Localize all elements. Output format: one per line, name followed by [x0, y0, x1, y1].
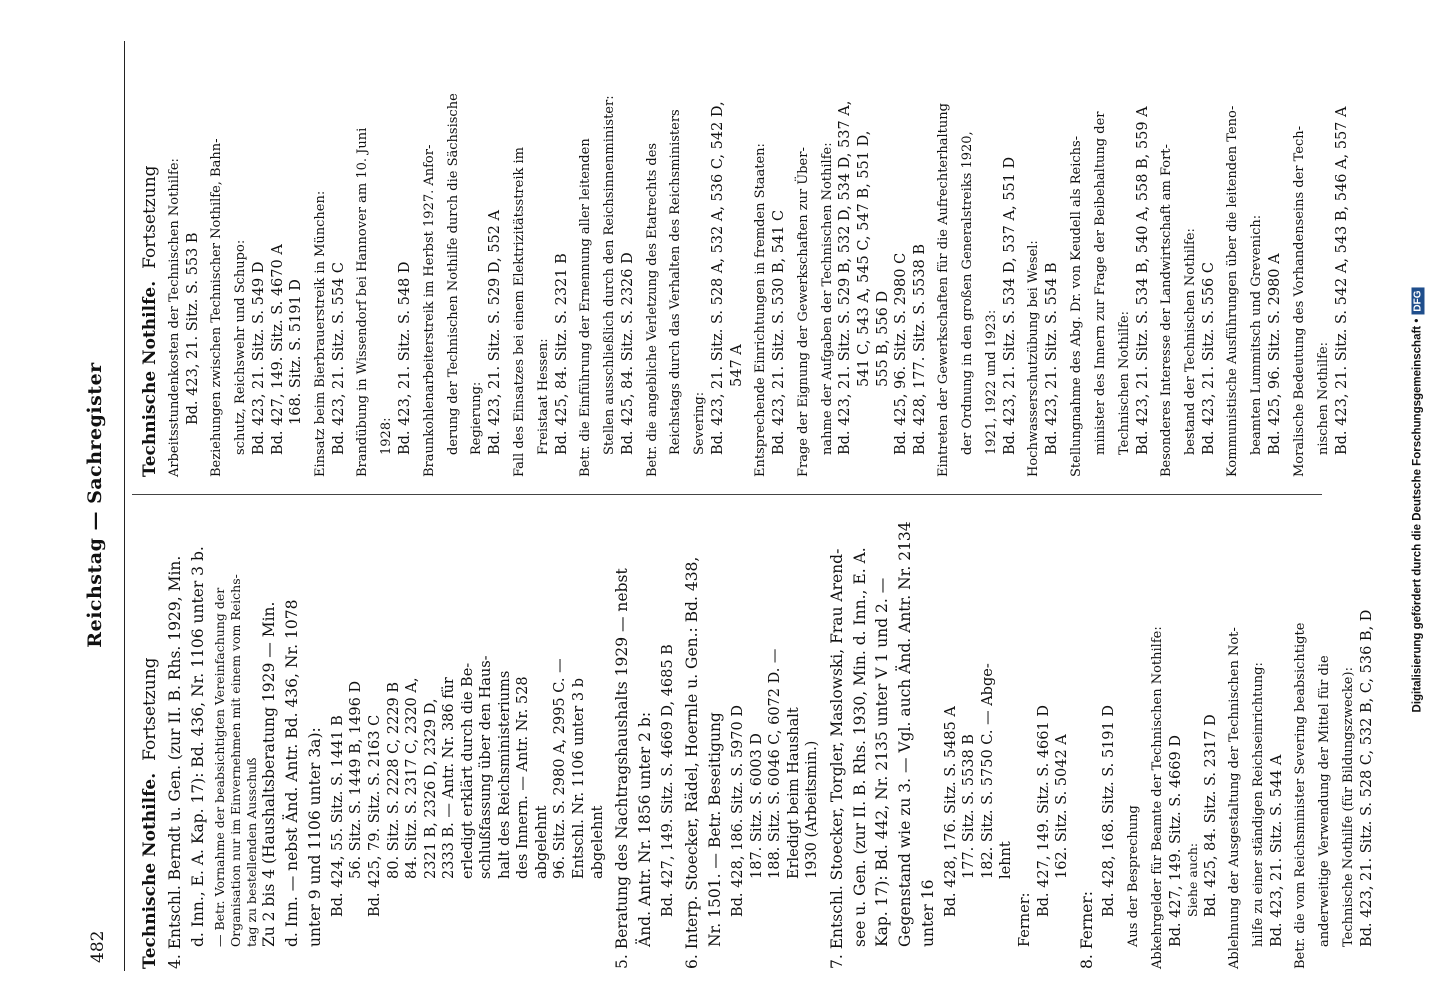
- index-line: Moralische Bedeutung des Vorhandenseins der Tech-: [1291, 125, 1307, 477]
- index-line: Ablehnung der Ausgestaltung der Technischen Not-: [1227, 627, 1243, 969]
- index-line: Kommunistische Ausführungen über die leitenden Teno-: [1225, 105, 1241, 477]
- index-line: unter 9 und 1106 unter 3a):: [306, 727, 325, 947]
- index-line: unter 16: [919, 879, 937, 947]
- index-line: Freistaat Hessen:: [535, 338, 551, 455]
- index-line: Bd. 423, 21. Sitz. S. 544 A: [1268, 754, 1285, 947]
- index-line: Bd. 423, 21. Sitz. S. 554 C: [330, 262, 347, 455]
- left-section-continued: Fortsetzung: [140, 657, 160, 761]
- index-line: Bd. 423, 21. Sitz. S. 553 B: [184, 232, 201, 425]
- column-divider: [132, 494, 1322, 495]
- index-line: Aus der Besprechung: [1126, 805, 1142, 947]
- index-line: 187. Sitz. S. 6003 D: [748, 733, 765, 879]
- index-line: anderweitige Verwendung der Mittel für die: [1317, 655, 1333, 947]
- index-line: Zu 2 bis 4 (Haushaltsberatung 1929 — Min.: [260, 601, 279, 947]
- index-line: bestand der Technischen Nothilfe:: [1182, 228, 1198, 455]
- index-line: Bd. 423, 21. Sitz. S. 556 C: [1200, 262, 1217, 455]
- header-rule: [124, 41, 125, 971]
- index-line: 177. Sitz. S. 5538 B: [961, 734, 978, 879]
- index-line: beamten Lummitsch und Grevenich:: [1249, 214, 1265, 455]
- index-line: Reichstags durch das Verhalten des Reichsministers: [668, 109, 684, 455]
- index-line: Entsprechende Einrichtungen in fremden Staaten:: [753, 143, 769, 477]
- index-line: Bd. 423, 21. Sitz. S. 548 D: [397, 261, 414, 455]
- index-line: 56. Sitz. S. 1449 B, 1496 D: [348, 680, 365, 879]
- index-line: Einsatz beim Bierbrauerstreik in München:: [312, 190, 328, 477]
- index-line: lehnt: [998, 841, 1015, 879]
- index-line: Bd. 427, 149. Sitz. S. 4661 D: [1035, 705, 1052, 917]
- index-line: hilfe zu einer ständigen Reichseinrichtung:: [1251, 662, 1267, 947]
- right-section-heading: [140, 37, 160, 477]
- left-section-heading: [140, 509, 160, 969]
- rotated-page: [40, 25, 1376, 985]
- index-line: 96. Sitz. S. 2980 A, 2995 C. —: [552, 658, 569, 879]
- index-line: 4. Entschl. Berndt u. Gen. (zur II. B. Rhs. 1929, Min.: [166, 555, 184, 969]
- index-line: 5. Beratung des Nachtragshaushalts 1929 — nebst: [613, 568, 632, 969]
- index-line: schutz, Reichswehr und Schupo:: [233, 239, 249, 455]
- index-line: Beziehungen zwischen Technischer Nothilfe, Bahn-: [209, 138, 225, 477]
- index-line: 80. Sitz. S. 2228 C, 2229 B: [385, 681, 402, 879]
- index-line: Ferner:: [1017, 892, 1034, 947]
- index-line: Bd. 424, 55. Sitz. S. 1441 B: [329, 715, 346, 917]
- right-section-continued: Fortsetzung: [140, 165, 160, 269]
- index-line: Betr. die vom Reichsminister Severing beabsichtigte: [1293, 622, 1309, 969]
- index-line: 2333 B. — Antr. Nr. 386 für: [441, 677, 458, 879]
- index-line: 162. Sitz. S. 5042 A: [1054, 734, 1071, 879]
- index-line: 6. Interp. Stoecker, Rädel, Hoernle u. Gen.: Bd. 438,: [683, 556, 702, 969]
- digitization-credit: [1412, 288, 1425, 713]
- index-line: Organisation nur im Einvernehmen mit einem vom Reichs-: [227, 574, 243, 947]
- index-line: 168. Sitz. S. 5191 D: [288, 279, 305, 425]
- index-line: Stellungnahme des Abg. Dr. von Keudell als Reichs-: [1068, 135, 1084, 477]
- index-line: 541 C, 543 A, 545 C, 547 B, 551 D,: [856, 130, 873, 387]
- index-line: 182. Sitz. S. 5750 C. — Abge-: [979, 663, 996, 879]
- index-line: Frage der Eignung der Gewerkschaften zur Über-: [795, 147, 811, 477]
- index-line: abgelehnt: [533, 805, 550, 879]
- left-entries: [166, 509, 1377, 969]
- index-line: Betr. die angebliche Verletzung des Etatrechts des: [644, 142, 660, 477]
- index-line: Bd. 428, 176. Sitz. S. 5485 A: [942, 706, 959, 917]
- index-line: Abkehrgelder für Beamte der Technischen Nothilfe:: [1149, 626, 1165, 969]
- right-entries: [167, 37, 1351, 477]
- index-line: Bd. 423, 21. Sitz. S. 554 B: [1044, 262, 1061, 455]
- index-line: nahme der Aufgaben der Technischen Nothilfe:: [819, 142, 835, 455]
- credit-text: Digitalisierung gefördert durch die Deutsche Forschungsgemeinschaft •: [1411, 318, 1424, 713]
- index-line: 547 A: [728, 344, 745, 387]
- right-column: [140, 37, 1351, 477]
- index-line: Kap. 17): Bd. 442, Nr. 2135 unter V 1 und 2. —: [873, 577, 892, 947]
- index-line: Hochwasserschutzübung bei Wesel:: [1026, 240, 1042, 477]
- index-line: Bd. 423, 21. Sitz. S. 528 A, 532 A, 536 C, 542 D,: [710, 101, 727, 455]
- index-line: Bd. 425, 96. Sitz. S. 2980 A: [1267, 253, 1284, 455]
- index-line: Bd. 427, 149. Sitz. S. 4669 D, 4685 B: [659, 644, 676, 917]
- index-line: 1930 (Arbeitsmin.): [804, 740, 821, 879]
- index-line: Braunkohlenarbeiterstreik im Herbst 1927. Anfor-: [421, 144, 437, 477]
- index-line: Bd. 423, 21. Sitz. S. 529 D, 552 A: [487, 210, 504, 455]
- index-line: Technischen Nothilfe:: [1116, 310, 1132, 455]
- index-line: Bd. 423, 21. Sitz. S. 530 B, 541 C: [771, 209, 788, 455]
- index-line: 555 B, 556 D: [874, 290, 891, 387]
- page-number: 482: [88, 930, 108, 963]
- index-line: Stellen ausschließlich durch den Reichsinnenminister:: [602, 95, 618, 455]
- index-line: Nr. 1501. — Betr. Beseitigung: [706, 712, 725, 947]
- index-line: Regierung:: [469, 381, 485, 455]
- index-line: Fall des Einsatzes bei einem Elektrizitätsstreik im: [511, 147, 527, 477]
- index-line: tag zu bestellenden Ausschuß: [244, 757, 260, 947]
- index-line: Bd. 423, 21. Sitz. S. 549 D: [251, 261, 268, 455]
- index-line: Bd. 425, 96. Sitz. S. 2980 C: [893, 252, 910, 455]
- index-line: Betr. die Einführung der Ernennung aller leitenden: [578, 138, 594, 477]
- right-section-title: Technische Nothilfe.: [140, 280, 160, 477]
- index-line: Arbeitsstundenkosten der Technischen Nothilfe:: [167, 158, 182, 477]
- index-line: Bd. 423, 21. Sitz. S. 542 A, 543 B, 546 A, 557 A: [1333, 106, 1350, 455]
- index-line: Bd. 423, 21. Sitz. S. 529 B, 532 D, 534 D, 537 A,: [837, 100, 854, 455]
- index-line: halt des Reichsministeriums: [496, 670, 513, 879]
- index-line: Siehe auch:: [1185, 842, 1201, 917]
- index-line: Erledigt beim Haushalt: [785, 707, 802, 879]
- index-line: erledigt erklärt durch die Be-: [459, 662, 476, 879]
- running-head: Reichstag — Sachregister: [84, 362, 106, 648]
- index-line: Bd. 428, 177. Sitz. S. 5538 B: [911, 243, 928, 455]
- page-header: [40, 25, 126, 985]
- index-line: Bd. 423, 21. Sitz. S. 534 B, 540 A, 558 B, 559 A: [1134, 106, 1151, 455]
- index-line: Bd. 425, 79. Sitz. S. 2163 C: [366, 714, 383, 917]
- index-line: Bd. 428, 168. Sitz. S. 5191 D: [1101, 705, 1118, 917]
- index-line: Technische Nothilfe (für Bildungszwecke):: [1341, 667, 1357, 947]
- index-line: des Innern. — Antr. Nr. 528: [515, 676, 532, 879]
- index-line: 1928:: [379, 417, 395, 455]
- index-line: Entschl. Nr. 1106 unter 3 b: [571, 677, 587, 879]
- index-line: 1921, 1922 und 1923:: [984, 309, 999, 455]
- index-line: Severing:: [692, 391, 708, 455]
- index-line: der Ordnung in den großen Generalstreiks 1920,: [960, 131, 976, 455]
- index-line: Bd. 428, 186. Sitz. S. 5970 D: [729, 705, 746, 917]
- dfg-logo: DFG: [1412, 288, 1425, 315]
- index-line: Gegenstand wie zu 3. — Vgl. auch Änd. Antr. Nr. 2134: [896, 521, 915, 947]
- index-line: schlußfassung über den Haus-: [478, 655, 495, 879]
- index-line: 8. Ferner:: [1077, 891, 1096, 969]
- index-line: minister des Innern zur Frage der Beibehaltung der: [1092, 111, 1108, 455]
- index-line: d. Inn. — nebst Änd. Antr. Bd. 436, Nr. 1078: [283, 599, 302, 947]
- index-line: Bd. 423, 21. Sitz. S. 534 D, 537 A, 551 D: [1001, 156, 1018, 455]
- index-line: Eintreten der Gewerkschaften für die Aufrechterhaltung: [936, 103, 952, 477]
- index-line: Bd. 425, 84. Sitz. S. 2326 D: [619, 252, 636, 455]
- index-line: nischen Nothilfe:: [1315, 341, 1331, 455]
- left-column: [140, 509, 1377, 969]
- index-line: Besonderes Interesse der Landwirtschaft am Fort-: [1159, 144, 1175, 477]
- index-line: — Betr. Vornahme der beabsichtigten Vereinfachung der: [211, 587, 227, 947]
- index-line: Bd. 425, 84. Sitz. S. 2317 D: [1202, 714, 1219, 917]
- index-line: 2321 B, 2326 D, 2329 D,: [422, 698, 439, 879]
- index-line: Bd. 423, 21. Sitz. S. 528 C, 532 B, C, 536 B, D: [1359, 609, 1376, 947]
- index-line: 188. Sitz. S. 6046 C, 6072 D. —: [767, 648, 784, 879]
- index-line: derung der Technischen Nothilfe durch die Sächsische: [445, 93, 461, 455]
- index-line: Brandübung in Wissendorf bei Hannover am 10. Juni: [355, 127, 371, 477]
- index-line: 7. Entschl. Stoecker, Torgler, Maslowski, Frau Arend-: [827, 548, 846, 969]
- index-line: 84. Sitz. S. 2317 C, 2320 A,: [404, 677, 421, 879]
- left-section-title: Technische Nothilfe.: [140, 772, 160, 969]
- index-line: Änd. Antr. Nr. 1856 unter 2 b:: [635, 711, 654, 947]
- index-line: Bd. 427, 149. Sitz. S. 4670 A: [269, 244, 286, 455]
- index-line: see u. Gen. (zur II. B. Rhs. 1930, Min. d. Inn., E. A.: [850, 547, 869, 947]
- index-line: d. Inn., E. A. Kap. 17): Bd. 436, Nr. 1106 unter 3 b.: [188, 546, 207, 947]
- index-line: Bd. 425, 84. Sitz. S. 2321 B: [553, 253, 570, 455]
- index-line: Bd. 427, 149. Sitz. S. 4669 D: [1167, 735, 1184, 947]
- index-line: abgelehnt: [589, 805, 606, 879]
